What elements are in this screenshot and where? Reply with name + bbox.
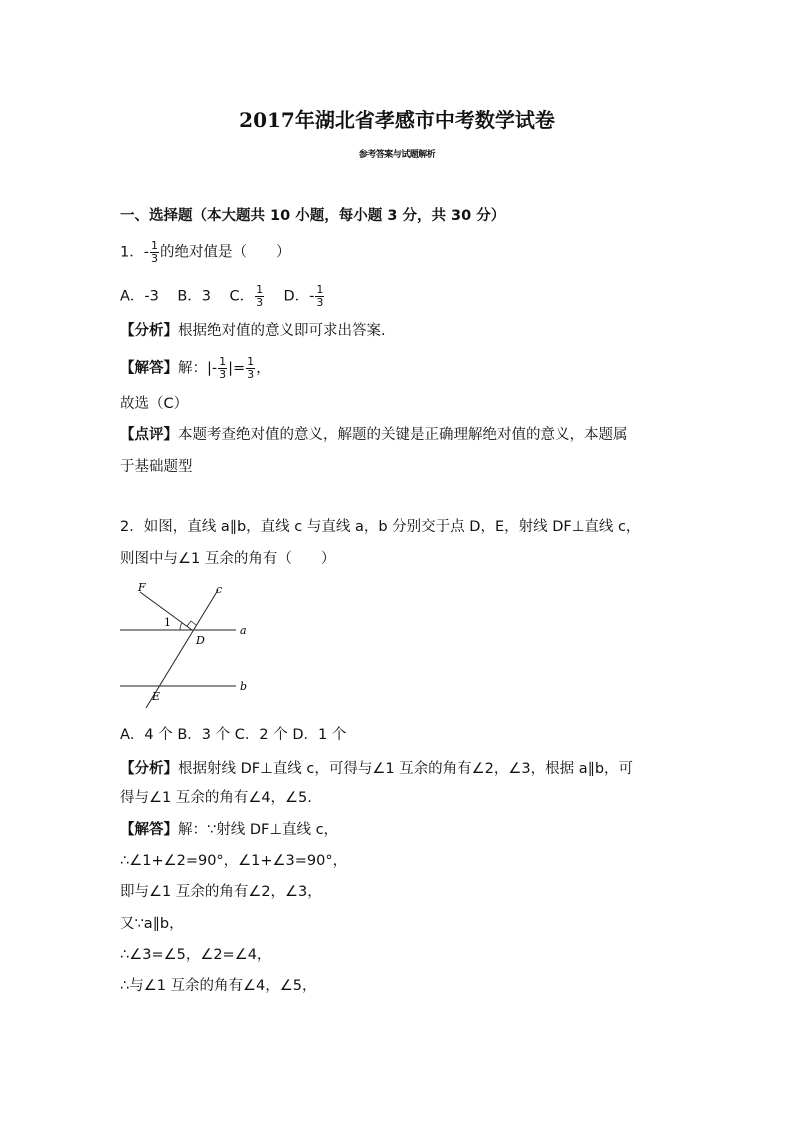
q1-comment-line1: 本题考查绝对值的意义，解题的关键是正确理解绝对值的意义，本题属 — [178, 427, 628, 443]
q2-stem-line1: 2．如图，直线 a∥b，直线 c 与直线 a，b 分别交于点 D，E，射线 DF⊥直线 c， — [120, 519, 641, 535]
q2-analysis-tag: 【分析】 — [120, 761, 178, 777]
q1-stem-text: 的绝对值是（ ） — [159, 244, 291, 261]
label-d: D — [196, 634, 205, 647]
q1-comment-line2: 于基础题型 — [120, 459, 193, 475]
q1-fraction: $\frac{1}{3}$ — [150, 239, 158, 265]
q1-analysis — [120, 321, 386, 341]
right-angle-mark — [187, 621, 196, 626]
q1-analysis-tag: 【分析】 — [120, 323, 178, 339]
q2-step5: ∴与∠1 互余的角有∠4，∠5， — [120, 978, 317, 994]
q2-answer-tag: 【解答】 — [120, 822, 178, 838]
q2-answer — [120, 820, 338, 840]
q1-option-a: A．-3 — [120, 288, 159, 305]
q2-geometry-figure — [118, 578, 258, 713]
q1-answer-suffix: ， — [256, 360, 271, 377]
q2-step3: 又∵a∥b， — [120, 916, 184, 932]
q2-stem-line2: 则图中与∠1 互余的角有（ ） — [120, 551, 336, 567]
page-title: 2017年湖北省孝感市中考数学试卷 — [239, 108, 555, 132]
q2-analysis — [120, 759, 633, 779]
angle-1-arc — [180, 623, 182, 630]
q1-option-d: D．- — [283, 288, 315, 305]
q1-choice: 故选（C） — [120, 396, 189, 412]
q1-answer-fraction-1: $\frac{1}{3}$ — [219, 355, 227, 381]
q2-analysis-line2: 得与∠1 互余的角有∠4，∠5. — [120, 790, 312, 806]
q1-options — [120, 284, 325, 309]
label-b: b — [240, 680, 248, 693]
q2-step2: 即与∠1 互余的角有∠2，∠3， — [120, 884, 322, 900]
q2-step4: ∴∠3=∠5，∠2=∠4， — [120, 947, 272, 963]
q1-option-c: C． — [229, 288, 255, 305]
q1-option-b: B．3 — [177, 288, 212, 305]
label-e: E — [152, 690, 161, 703]
page-subtitle: 参考答案与试题解析 — [358, 150, 436, 160]
q2-options: A．4 个 B．3 个 C．2 个 D．1 个 — [120, 727, 347, 743]
q1-answer-mid: |= — [228, 360, 246, 377]
q1-comment-tag: 【点评】 — [120, 427, 178, 443]
q1-stem — [120, 240, 290, 265]
label-c: c — [216, 583, 223, 596]
q1-comment — [120, 425, 628, 445]
q1-answer-prefix: 解：|- — [178, 360, 218, 377]
q1-answer — [120, 356, 271, 381]
label-f: F — [138, 581, 146, 594]
q1-analysis-text: 根据绝对值的意义即可求出答案. — [178, 323, 386, 339]
q1-minus: - — [143, 244, 149, 261]
q2-step1: ∴∠1+∠2=90°，∠1+∠3=90°， — [120, 853, 348, 869]
q2-analysis-line1: 根据射线 DF⊥直线 c，可得与∠1 互余的角有∠2，∠3，根据 a∥b，可 — [178, 761, 634, 777]
section-heading: 一、选择题（本大题共 10 小题，每小题 3 分，共 30 分） — [120, 208, 506, 224]
label-1: 1 — [164, 616, 171, 629]
q1-number: 1． — [120, 244, 144, 261]
label-a: a — [240, 624, 247, 637]
q1-option-d-fraction: $\frac{1}{3}$ — [316, 283, 324, 309]
q2-answer-line1: 解：∵射线 DF⊥直线 c， — [178, 822, 339, 838]
q1-answer-tag: 【解答】 — [120, 360, 178, 377]
q1-answer-fraction-2: $\frac{1}{3}$ — [247, 355, 255, 381]
q1-option-c-fraction: $\frac{1}{3}$ — [256, 283, 264, 309]
